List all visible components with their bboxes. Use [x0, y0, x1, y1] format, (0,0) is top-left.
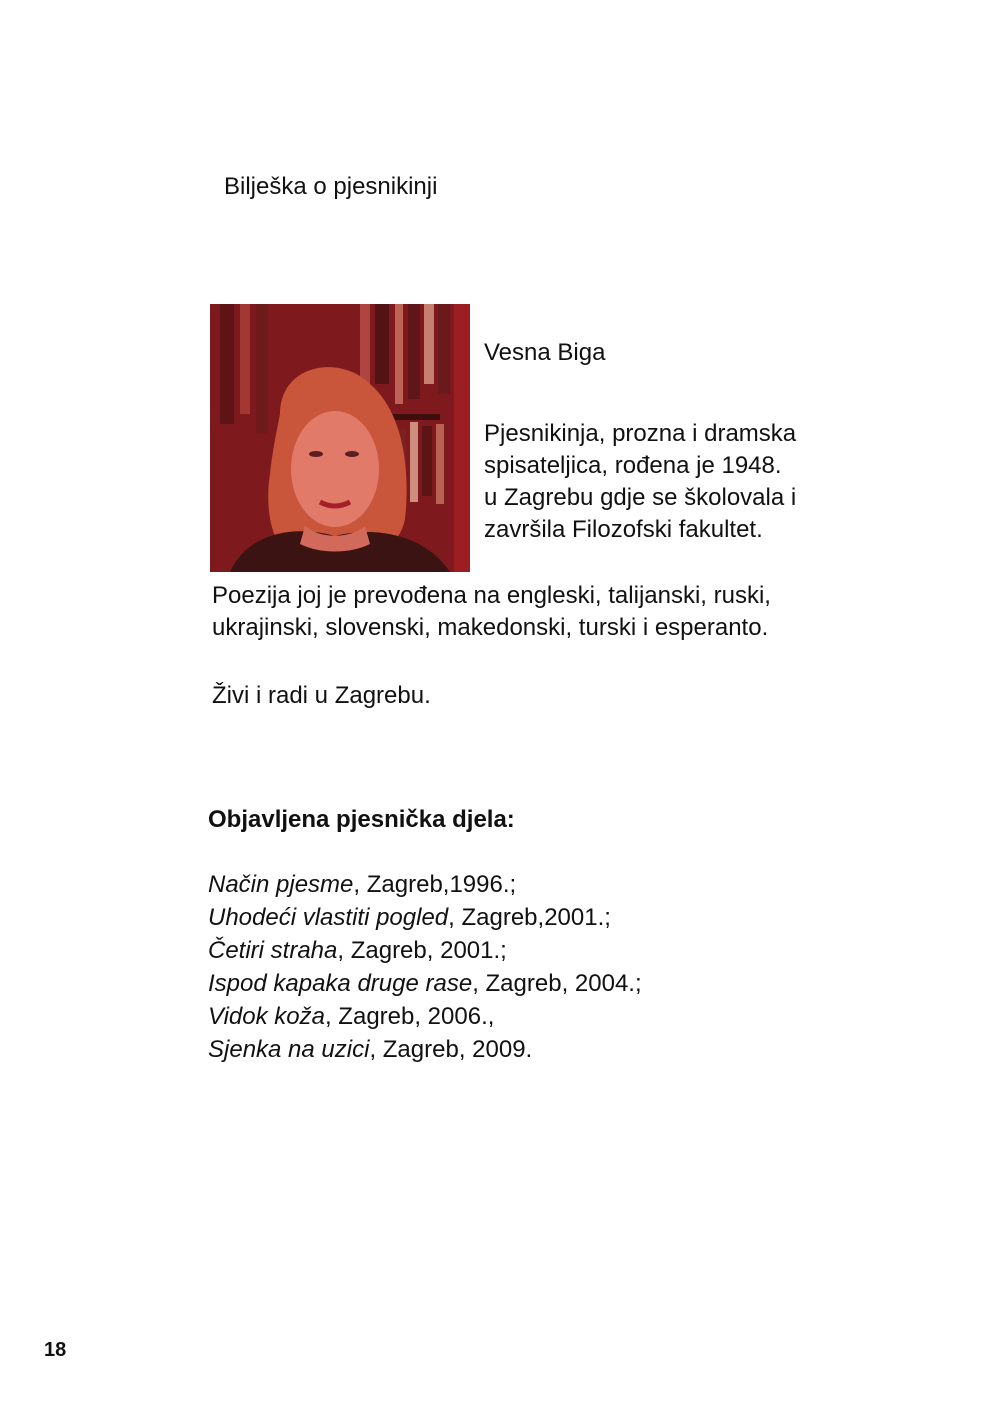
translations-paragraph	[212, 580, 912, 644]
bio-line: spisateljica, rođena je 1948.	[484, 452, 782, 479]
work-title: Način pjesme	[208, 871, 354, 898]
list-item	[208, 1033, 642, 1066]
list-item	[208, 1000, 642, 1033]
work-details: , Zagreb, 2009.	[369, 1036, 533, 1063]
work-details: , Zagreb,1996.;	[353, 871, 517, 898]
work-title: Ispod kapaka druge rase	[208, 970, 473, 997]
page-number: 18	[44, 1339, 67, 1361]
work-details: , Zagreb, 2006.,	[324, 1003, 495, 1030]
residence-paragraph: Živi i radi u Zagrebu.	[212, 682, 431, 709]
bio-line: u Zagrebu gdje se školovala i	[484, 484, 797, 511]
page-heading: Bilješka o pjesnikinji	[224, 173, 438, 200]
works-heading: Objavljena pjesnička djela:	[208, 806, 515, 833]
work-title: Sjenka na uzici	[208, 1036, 370, 1063]
author-name: Vesna Biga	[484, 339, 606, 366]
work-title: Vidok koža	[208, 1003, 325, 1030]
portrait-photo-icon	[210, 304, 470, 572]
work-title: Uhodeći vlastiti pogled	[208, 904, 449, 931]
bio-line: Pjesnikinja, prozna i dramska	[484, 420, 797, 447]
bio-paragraph	[484, 418, 884, 546]
bio-line: završila Filozofski fakultet.	[484, 516, 763, 543]
list-item	[208, 901, 642, 934]
list-item	[208, 868, 642, 901]
work-details: , Zagreb, 2004.;	[472, 970, 642, 997]
work-details: , Zagreb,2001.;	[448, 904, 611, 931]
works-list	[208, 868, 642, 1066]
translations-line: ukrajinski, slovenski, makedonski, turski i esperanto.	[212, 614, 769, 641]
work-details: , Zagreb, 2001.;	[337, 937, 507, 964]
work-title: Četiri straha	[208, 937, 338, 964]
list-item	[208, 934, 642, 967]
list-item	[208, 967, 642, 1000]
translations-line: Poezija joj je prevođena na engleski, talijanski, ruski,	[212, 582, 771, 609]
